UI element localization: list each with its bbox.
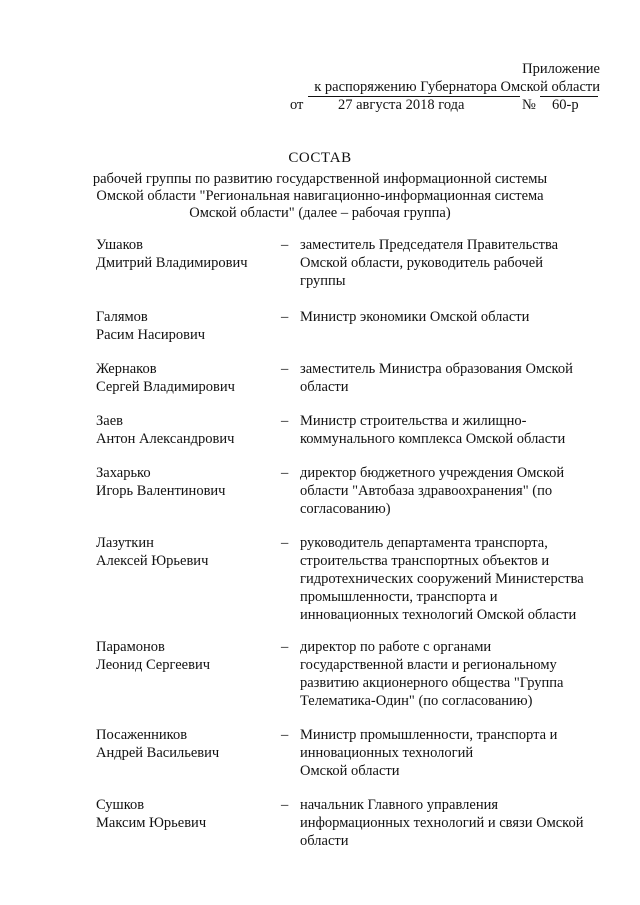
role-line: коммунального комплекса Омской области [300,431,566,447]
member-name [96,534,276,570]
member-role [300,534,600,624]
member-name [96,796,276,832]
dash-separator: – [281,639,289,655]
role-line: области "Автобаза здравоохранения" (по [300,483,553,499]
order-number: 60-р [552,97,579,113]
role-line: согласованию) [300,501,391,517]
member-surname: Ушаков [96,237,143,253]
role-line: государственной власти и региональному [300,657,557,673]
number-label: № [522,97,536,113]
dash-separator: – [281,309,289,325]
member-role [300,360,600,396]
member-role [300,308,600,326]
appendix-date-line [290,96,600,114]
role-line: Министр промышленности, транспорта и [300,727,558,743]
member-surname: Жернаков [96,361,157,377]
member-name [96,726,276,762]
member-given-name: Дмитрий Владимирович [96,255,248,271]
title-heading: СОСТАВ [288,150,352,166]
member-name [96,464,276,500]
role-line: гидротехнических сооружений Министерства [300,571,584,587]
from-label: от [290,97,304,113]
role-line: развитию акционерного общества "Группа [300,675,564,691]
dash-separator: – [281,727,289,743]
role-line: информационных технологий и связи Омской [300,815,584,831]
member-given-name: Игорь Валентинович [96,483,226,499]
dash-separator: – [281,237,289,253]
appendix-label: Приложение [522,61,600,77]
member-name [96,412,276,448]
member-surname: Сушков [96,797,145,813]
role-line: Министр строительства и жилищно- [300,413,527,429]
member-role [300,236,600,290]
dash-separator: – [281,535,289,551]
member-role [300,796,600,850]
member-surname: Парамонов [96,639,165,655]
role-line: области [300,833,349,849]
title-line-1: рабочей группы по развитию государственной информационной системы [92,171,548,187]
member-role [300,412,600,448]
member-role [300,726,600,780]
document-title [60,150,580,222]
member-given-name: Максим Юрьевич [96,815,207,831]
role-line: группы [300,273,346,289]
member-name [96,308,276,344]
role-line: Телематика-Один" (по согласованию) [300,693,533,709]
member-surname: Галямов [96,309,148,325]
role-line: Министр экономики Омской области [300,309,530,325]
member-given-name: Андрей Васильевич [96,745,220,761]
role-line: Омской области, руководитель рабочей [300,255,544,271]
member-name [96,638,276,674]
role-line: директор по работе с органами [300,639,492,655]
dash-separator: – [281,413,289,429]
title-line-3: Омской области" (далее – рабочая группа) [189,205,451,221]
role-line: инновационных технологий Омской области [300,607,577,623]
member-role [300,464,600,518]
appendix-order-ref: к распоряжению Губернатора Омской области [314,79,600,95]
member-given-name: Расим Насирович [96,327,205,343]
member-surname: Лазуткин [96,535,154,551]
role-line: строительства транспортных объектов и [300,553,550,569]
dash-separator: – [281,797,289,813]
role-line: области [300,379,349,395]
member-given-name: Леонид Сергеевич [96,657,211,673]
member-surname: Захарько [96,465,151,481]
role-line: Омской области [300,763,400,779]
role-line: заместитель Министра образования Омской [300,361,573,377]
member-surname: Заев [96,413,123,429]
member-given-name: Антон Александрович [96,431,235,447]
role-line: начальник Главного управления [300,797,499,813]
appendix-header [290,60,600,114]
role-line: инновационных технологий [300,745,474,761]
role-line: руководитель департамента транспорта, [300,535,548,551]
role-line: директор бюджетного учреждения Омской [300,465,565,481]
dash-separator: – [281,465,289,481]
member-role [300,638,600,710]
title-line-2: Омской области "Региональная навигационно-информационная система [96,188,544,204]
order-date: 27 августа 2018 года [338,97,465,113]
member-surname: Посаженников [96,727,188,743]
role-line: заместитель Председателя Правительства [300,237,559,253]
member-given-name: Сергей Владимирович [96,379,235,395]
dash-separator: – [281,361,289,377]
member-given-name: Алексей Юрьевич [96,553,209,569]
member-name [96,236,276,272]
member-name [96,360,276,396]
role-line: промышленности, транспорта и [300,589,498,605]
